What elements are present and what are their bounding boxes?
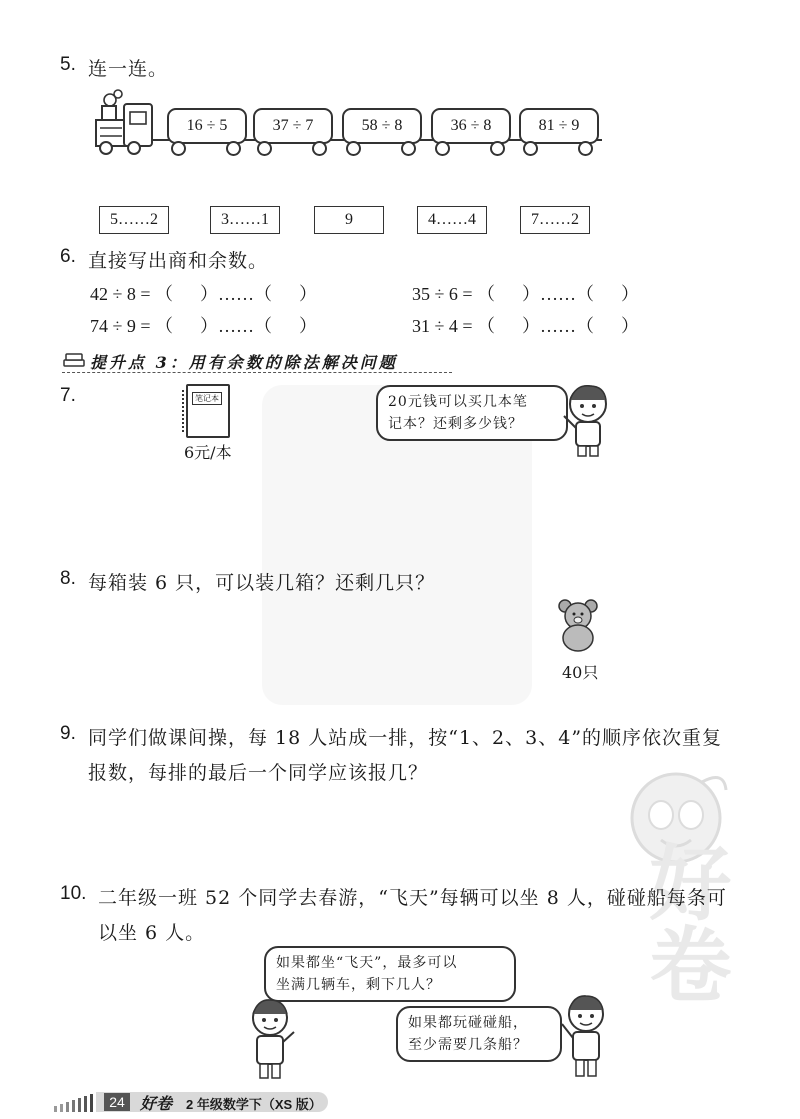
notebook-cover-label: 笔记本: [192, 392, 222, 405]
q7-number: 7.: [60, 385, 76, 406]
bubble-line-2: 记本？还剩多少钱？: [388, 416, 523, 432]
notebook-spiral: [182, 390, 190, 432]
q6-expr-2: 35 ÷ 6 = （ ）……（ ）: [412, 284, 640, 304]
footer-bars-icon: [54, 1092, 100, 1112]
wheel: [490, 141, 505, 156]
wheel: [312, 141, 327, 156]
q10-line-1: 二年级一班 52 个同学去春游，“飞天”每辆可以坐 8 人，碰碰船每条可: [98, 887, 727, 909]
notebook-illustration: [186, 384, 230, 438]
bubble1-line-2: 坐满几辆车，剩下几人？: [276, 977, 441, 993]
q10-speech-bubble-1: [264, 946, 516, 1002]
q5-number: 5.: [60, 54, 76, 75]
q7-speech-bubble: [376, 385, 568, 441]
wheel: [171, 141, 186, 156]
wagon-3: 58 ÷ 8: [342, 108, 422, 144]
bubble-line-1: 20元钱可以买几本笔: [388, 394, 528, 410]
wheel: [226, 141, 241, 156]
answer-box-5[interactable]: 7……2: [520, 206, 590, 234]
boy-left-illustration: [242, 996, 298, 1084]
boy-right-illustration: [556, 992, 616, 1082]
wheel: [257, 141, 272, 156]
teddy-bear-icon: [554, 598, 602, 654]
q8-text: 每箱装 6 只，可以装几箱？还剩几只？: [88, 572, 436, 594]
q9-line-2: 报数，每排的最后一个同学应该报几？: [88, 762, 429, 784]
answer-box-2[interactable]: 3……1: [210, 206, 280, 234]
q10-line-2: 以坐 6 人。: [98, 922, 206, 944]
watermark-side-text: 好卷: [636, 840, 732, 1004]
q6-title: 直接写出商和余数。: [88, 250, 269, 272]
q6-number: 6.: [60, 246, 76, 267]
footer-subtitle: 2 年级数学下（XS 版）: [186, 1097, 322, 1112]
wagon-4: 36 ÷ 8: [431, 108, 511, 144]
bubble1-line-1: 如果都坐“飞天”，最多可以: [276, 955, 458, 971]
wheel: [401, 141, 416, 156]
wagon-5: 81 ÷ 9: [519, 108, 599, 144]
book-stack-icon: [62, 350, 86, 370]
answer-box-1[interactable]: 5……2: [99, 206, 169, 234]
q6-expr-4: 31 ÷ 4 = （ ）……（ ）: [412, 316, 640, 336]
q8-number: 8.: [60, 568, 76, 589]
q10-speech-bubble-2: [396, 1006, 562, 1062]
bubble2-line-1: 如果都玩碰碰船，: [408, 1015, 528, 1031]
section-divider: [62, 372, 452, 373]
answer-box-3[interactable]: 9: [314, 206, 384, 234]
q9-line-1: 同学们做课间操，每 18 人站成一排，按“1、2、3、4”的顺序依次重复: [88, 727, 723, 749]
answer-box-4[interactable]: 4……4: [417, 206, 487, 234]
wheel: [435, 141, 450, 156]
wheel: [346, 141, 361, 156]
wagon-2: 37 ÷ 7: [253, 108, 333, 144]
wagon-1: 16 ÷ 5: [167, 108, 247, 144]
boy-illustration: [556, 380, 618, 460]
notebook-price: 6元/本: [184, 443, 232, 462]
q10-number: 10.: [60, 883, 87, 904]
q9-number: 9.: [60, 723, 76, 744]
page-number: 24: [104, 1093, 130, 1111]
q6-expr-3: 74 ÷ 9 = （ ）……（ ）: [90, 316, 318, 336]
wheel: [578, 141, 593, 156]
bear-count-label: 40只: [562, 663, 599, 682]
bubble2-line-2: 至少需要几条船？: [408, 1037, 528, 1053]
footer-brand: 好卷: [140, 1094, 173, 1113]
q6-expr-1: 42 ÷ 8 = （ ）……（ ）: [90, 284, 318, 304]
q5-title: 连一连。: [88, 58, 169, 80]
section-title: 提升点 3：用有余数的除法解决问题: [90, 353, 398, 372]
wheel: [523, 141, 538, 156]
